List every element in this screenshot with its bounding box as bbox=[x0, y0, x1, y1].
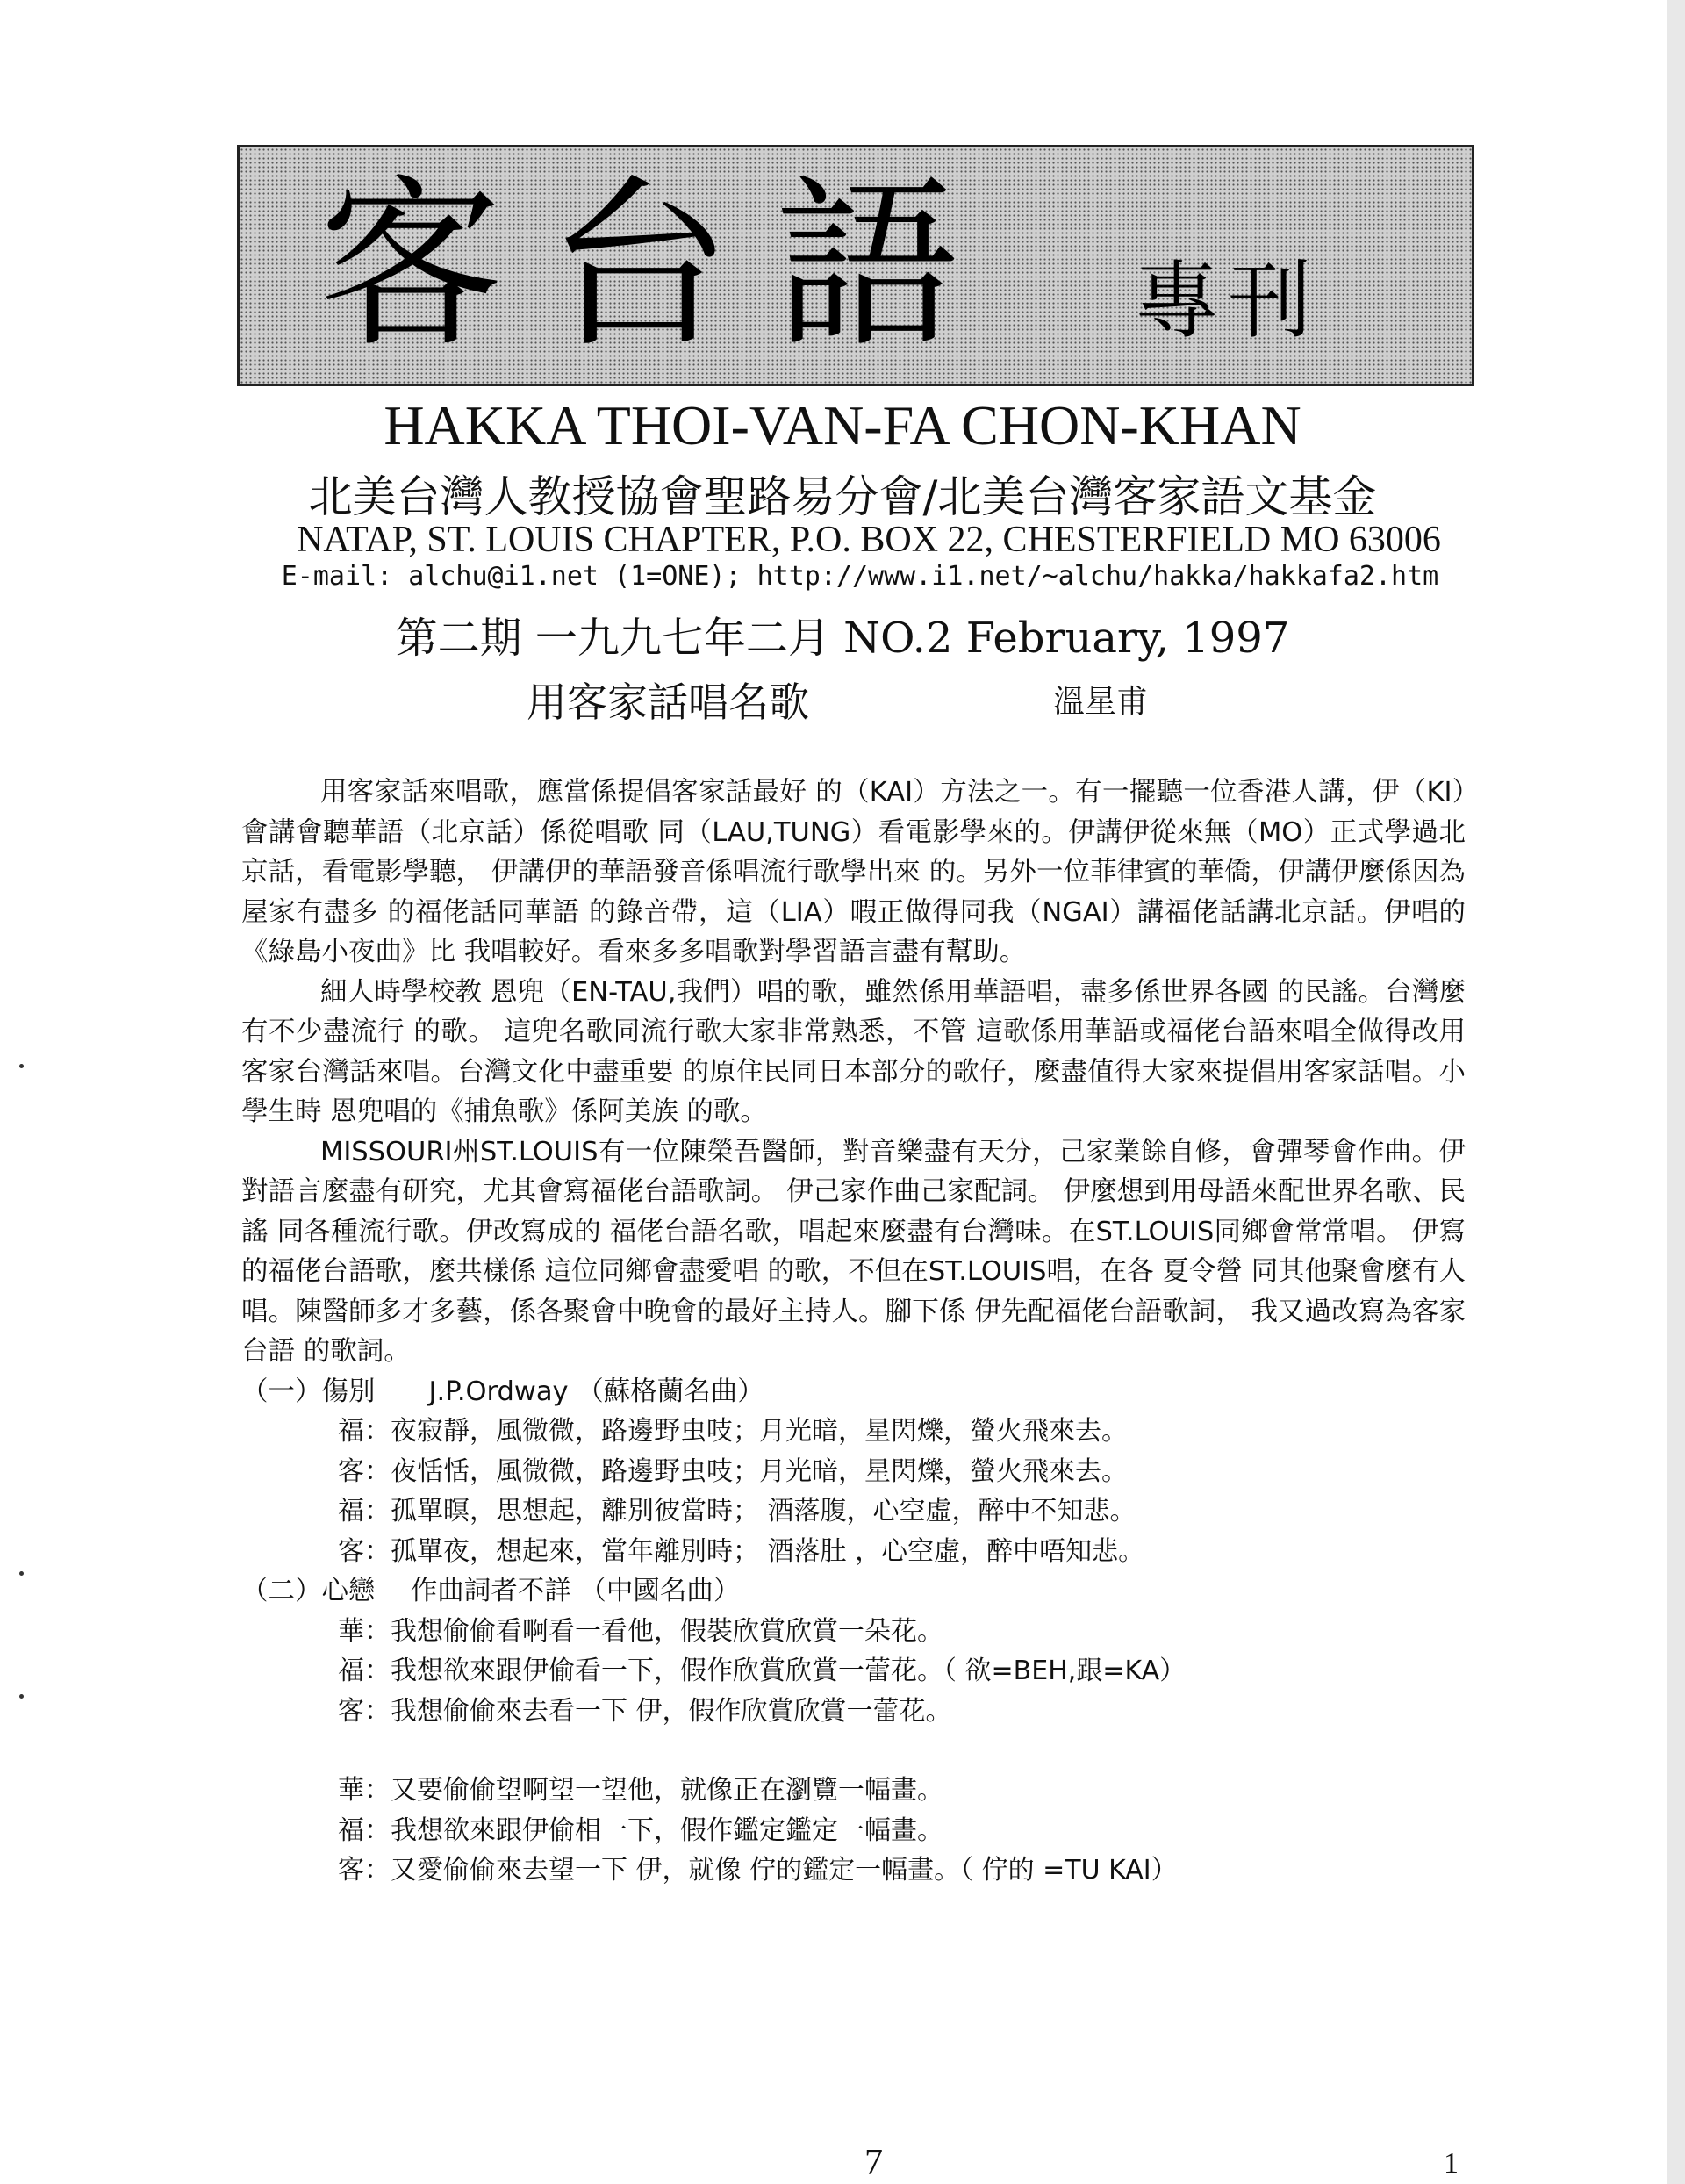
punch-mark bbox=[19, 1064, 24, 1068]
masthead-subtitle: 專刊 bbox=[1135, 252, 1321, 350]
masthead-title: 客台語 bbox=[319, 158, 1004, 373]
lyric-line: 福：我想欲來跟伊偷看一下，假作欣賞欣賞一蕾花。（ 欲=BEH,跟=KA） bbox=[338, 1656, 1187, 1686]
page-number: 7 bbox=[864, 2143, 883, 2183]
punch-mark bbox=[19, 1571, 24, 1576]
article-title: 用客家話唱名歌 bbox=[527, 679, 809, 726]
lyric-line: 客：我想偷偷來去看一下 伊，假作欣賞欣賞一蕾花。 bbox=[338, 1695, 952, 1727]
song-heading: （二）心戀 作曲詞者不詳 （中國名曲） bbox=[241, 1576, 741, 1606]
issue-line: 第二期 一九九七年二月 NO.2 February, 1997 bbox=[395, 614, 1290, 663]
article-heading bbox=[527, 676, 1149, 729]
article-body bbox=[241, 772, 1466, 1891]
lyric-line: 客：又愛偷偷來去望一下 伊，就像 佇的鑑定一幅畫。（ 佇的 =TU KAI） bbox=[338, 1855, 1178, 1886]
sheet-number: 1 bbox=[1444, 2147, 1459, 2180]
masthead-banner bbox=[237, 145, 1474, 386]
lyric-line: 客：孤單夜，想起來，當年離別時； 酒落肚 ，心空虛，醉中唔知悲。 bbox=[338, 1535, 1145, 1567]
lyric-line: 華：我想偷偷看啊看一看他，假裝欣賞欣賞一朵花。 bbox=[338, 1615, 943, 1647]
page-edge bbox=[1667, 0, 1685, 2184]
paragraph: MISSOURI州ST.LOUIS有一位陳榮吾醫師，對音樂盡有天分，己家業餘自修，會彈琴會作曲。伊對語言麼盡有研究，尤其會寫福佬台語歌詞。 伊己家作曲己家配詞。 伊麼想到用母語來配世界名歌、民謠 同各種流行歌。伊改寫成的 福佬台語名歌，唱起來麼盡有台灣味。在ST.LOUIS同鄉會常常唱。 伊寫的福佬台語歌，麼共樣係 這位同鄉會盡愛唱 的歌，不但在ST.LOUIS唱，在各 夏令營 同其他聚會麼有人唱。陳醫師多才多藝，係各聚會中晚會的最好主持人。腳下係 伊先配福佬台語歌詞， 我又過改寫為客家台語 的歌詞。 bbox=[241, 1136, 1466, 1367]
romanized-title: HAKKA THOI-VAN-FA CHON-KHAN bbox=[384, 394, 1301, 456]
mailing-address: NATAP, ST. LOUIS CHAPTER, P.O. BOX 22, CHESTERFIELD MO 63006 bbox=[297, 520, 1441, 560]
paragraph: 細人時學校教 恩兜（EN-TAU,我們）唱的歌，雖然係用華語唱，盡多係世界各國 的民謠。台灣麼有不少盡流行 的歌。 這兜名歌同流行歌大家非常熟悉，不管 這歌係用華語或福佬台語來唱全做得改用客家台灣話來唱。台灣文化中盡重要 的原住民同日本部分的歌仔，麼盡值得大家來提倡用客家話唱。小學生時 恩兜唱的《捕魚歌》係阿美族 的歌。 bbox=[241, 976, 1466, 1127]
punch-mark bbox=[19, 1694, 24, 1699]
paragraph: 用客家話來唱歌，應當係提倡客家話最好 的（KAI）方法之一。有一擺聽一位香港人講，伊（KI）會講會聽華語（北京話）係從唱歌 同（LAU,TUNG）看電影學來的。伊講伊從來無（MO）正式學過北京話，看電影學聽， 伊講伊的華語發音係唱流行歌學出來 的。另外一位菲律賓的華僑，伊講伊麼係因為屋家有盡多 的福佬話同華語 的錄音帶，這（LIA）暇正做得同我（NGAI）講福佬話講北京話。伊唱的《綠島小夜曲》比 我唱較好。看來多多唱歌對學習語言盡有幫助。 bbox=[241, 777, 1466, 967]
article-author: 溫星甫 bbox=[1053, 684, 1149, 720]
stanza-gap bbox=[241, 1731, 1466, 1771]
contact-email-url: E-mail: alchu@i1.net (1=ONE); http://www.i1.net/~alchu/hakka/hakkafa2.htm bbox=[281, 561, 1439, 592]
lyric-line: 華：又要偷偷望啊望一望他，就像正在瀏覽一幅畫。 bbox=[338, 1775, 943, 1806]
organizations: 北美台灣人教授協會聖路易分會/北美台灣客家語文基金 bbox=[308, 471, 1377, 522]
lyric-line: 福：夜寂靜，風微微，路邊野虫吱；月光暗，星閃爍，螢火飛來去。 bbox=[338, 1416, 1128, 1447]
lyric-line: 福：孤單暝，思想起，離別彼當時； 酒落腹，心空虛，醉中不知悲。 bbox=[338, 1496, 1136, 1527]
song-heading: （一）傷別 J.P.Ordway （蘇格蘭名曲） bbox=[241, 1376, 764, 1407]
lyric-line: 福：我想欲來跟伊偷相一下，假作鑑定鑑定一幅畫。 bbox=[338, 1814, 943, 1846]
lyric-line: 客：夜恬恬，風微微，路邊野虫吱；月光暗，星閃爍，螢火飛來去。 bbox=[338, 1455, 1128, 1487]
